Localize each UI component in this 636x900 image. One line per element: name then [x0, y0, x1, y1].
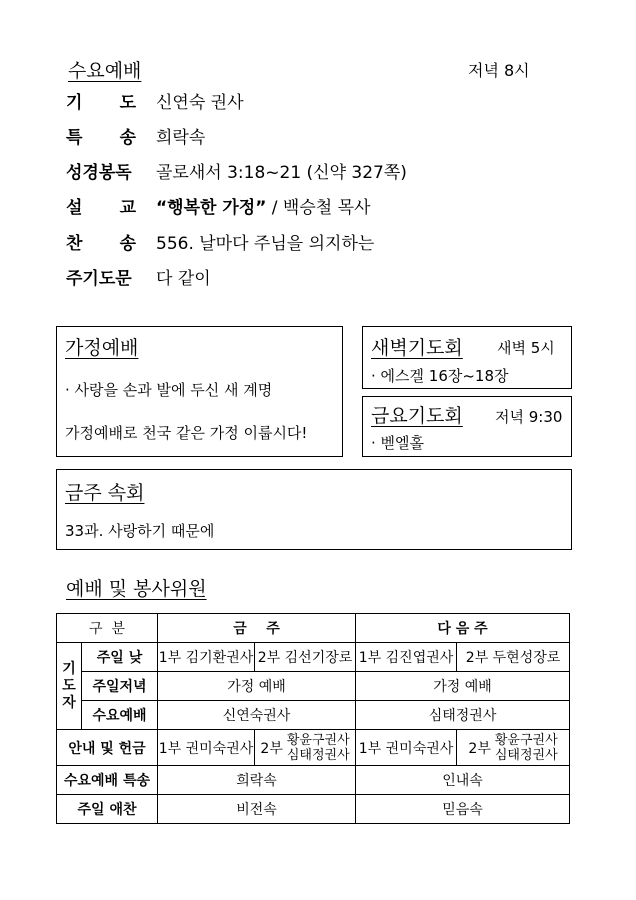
- wednesday-label: 수요예배: [82, 701, 158, 730]
- prayer-value: 신연숙 권사: [156, 92, 244, 113]
- dawn-prayer-box: [362, 326, 572, 389]
- prayer-group-char: 도: [62, 677, 76, 694]
- duty-table: [56, 613, 570, 824]
- usher-next-b: [457, 730, 570, 766]
- header-category: 구 분: [57, 614, 158, 643]
- wednesday-next: 심태정권사: [356, 701, 570, 730]
- dawn-prayer-title: 새벽기도회: [371, 337, 463, 359]
- header-this-week: 금 주: [158, 614, 356, 643]
- sunday-day-this-a: 1부 김기환권사: [158, 643, 255, 672]
- wednesday-row-prayer: [66, 86, 244, 114]
- wednesday-title: 수요예배: [68, 60, 142, 82]
- table-row-wednesday: [57, 701, 570, 730]
- usher-this-a: 1부 권미숙권사: [158, 730, 255, 766]
- family-worship-box: [56, 326, 343, 457]
- sermon-title: “행복한 가정”: [156, 197, 267, 218]
- usher-label: 안내 및 헌금: [57, 730, 158, 766]
- sermon-preacher: / 백승철 목사: [266, 197, 371, 218]
- wednesday-row-hymn: [66, 227, 374, 255]
- prayer-group-char: 기: [62, 660, 76, 677]
- usher-this-b-name1: 황윤구권사: [286, 732, 350, 748]
- label-char: 도: [119, 92, 136, 113]
- wednesday-row-scripture: [66, 156, 407, 184]
- table-row-sunday-choir: [57, 795, 570, 824]
- duty-title: 예배 및 봉사위원: [66, 578, 207, 600]
- table-row-wed-special: [57, 766, 570, 795]
- label-char: 설: [66, 197, 83, 218]
- usher-this-b-prefix: 2부: [260, 740, 283, 757]
- wed-special-label: 수요예배 특송: [57, 766, 158, 795]
- cell-meeting-box: [56, 469, 572, 550]
- label-text: 성경봉독: [66, 162, 132, 183]
- scripture-value: 골로새서 3:18~21 (신약 327쪽): [156, 162, 407, 183]
- wednesday-this: 신연숙권사: [158, 701, 356, 730]
- wednesday-row-sermon: [66, 191, 370, 219]
- cell-meeting-title: 금주 속회: [65, 482, 145, 504]
- wed-special-next: 인내속: [356, 766, 570, 795]
- usher-this-b-name2: 심태정권사: [286, 747, 350, 763]
- label-char: 교: [119, 197, 136, 218]
- label-char: 기: [66, 92, 83, 113]
- wednesday-row-lords-prayer: [66, 262, 211, 290]
- table-row-sunday-day: [57, 643, 570, 672]
- label-char: 찬: [66, 233, 83, 254]
- label-char: 송: [119, 127, 136, 148]
- wednesday-row-special-song: [66, 121, 205, 149]
- lords-prayer-value: 다 같이: [156, 268, 211, 289]
- cell-meeting-line: 33과. 사랑하기 때문에: [65, 522, 215, 540]
- family-worship-title: 가정예배: [65, 337, 139, 359]
- dawn-prayer-line: · 에스겔 16장~18장: [371, 367, 509, 385]
- sunday-evening-label: 주일저녁: [82, 672, 158, 701]
- family-worship-line2: 가정예배로 천국 같은 가정 이룹시다!: [65, 424, 308, 442]
- friday-prayer-time: 저녁 9:30: [495, 408, 563, 426]
- label-char: 송: [119, 233, 136, 254]
- friday-prayer-title: 금요기도회: [371, 405, 463, 427]
- special-song-value: 희락속: [156, 127, 206, 148]
- usher-next-b-prefix: 2부: [468, 740, 491, 757]
- usher-next-b-name1: 황윤구권사: [494, 732, 558, 748]
- table-header-row: [57, 614, 570, 643]
- family-worship-line1: · 사랑을 손과 발에 두신 새 계명: [65, 381, 273, 399]
- label-text: 주기도문: [66, 268, 132, 289]
- usher-next-b-name2: 심태정권사: [494, 747, 558, 763]
- dawn-prayer-time: 새벽 5시: [497, 339, 555, 357]
- sunday-day-label: 주일 낮: [82, 643, 158, 672]
- sunday-evening-this: 가정 예배: [158, 672, 356, 701]
- table-row-sunday-evening: [57, 672, 570, 701]
- prayer-group-label: [57, 643, 82, 730]
- usher-this-b: [255, 730, 356, 766]
- hymn-value: 556. 날마다 주님을 의지하는: [156, 233, 375, 254]
- sunday-choir-this: 비전속: [158, 795, 356, 824]
- friday-prayer-box: [362, 396, 572, 457]
- sunday-evening-next: 가정 예배: [356, 672, 570, 701]
- wed-special-this: 희락속: [158, 766, 356, 795]
- usher-next-a: 1부 권미숙권사: [356, 730, 457, 766]
- prayer-group-char: 자: [62, 694, 76, 711]
- wednesday-time: 저녁 8시: [468, 61, 530, 80]
- table-row-usher: [57, 730, 570, 766]
- label-char: 특: [66, 127, 83, 148]
- sunday-day-next-a: 1부 김진엽권사: [356, 643, 457, 672]
- friday-prayer-line: · 벧엘홀: [371, 434, 425, 452]
- sunday-day-next-b: 2부 두현성장로: [457, 643, 570, 672]
- sunday-day-this-b: 2부 김선기장로: [255, 643, 356, 672]
- sunday-choir-label: 주일 애찬: [57, 795, 158, 824]
- sunday-choir-next: 믿음속: [356, 795, 570, 824]
- header-next-week: 다 음 주: [356, 614, 570, 643]
